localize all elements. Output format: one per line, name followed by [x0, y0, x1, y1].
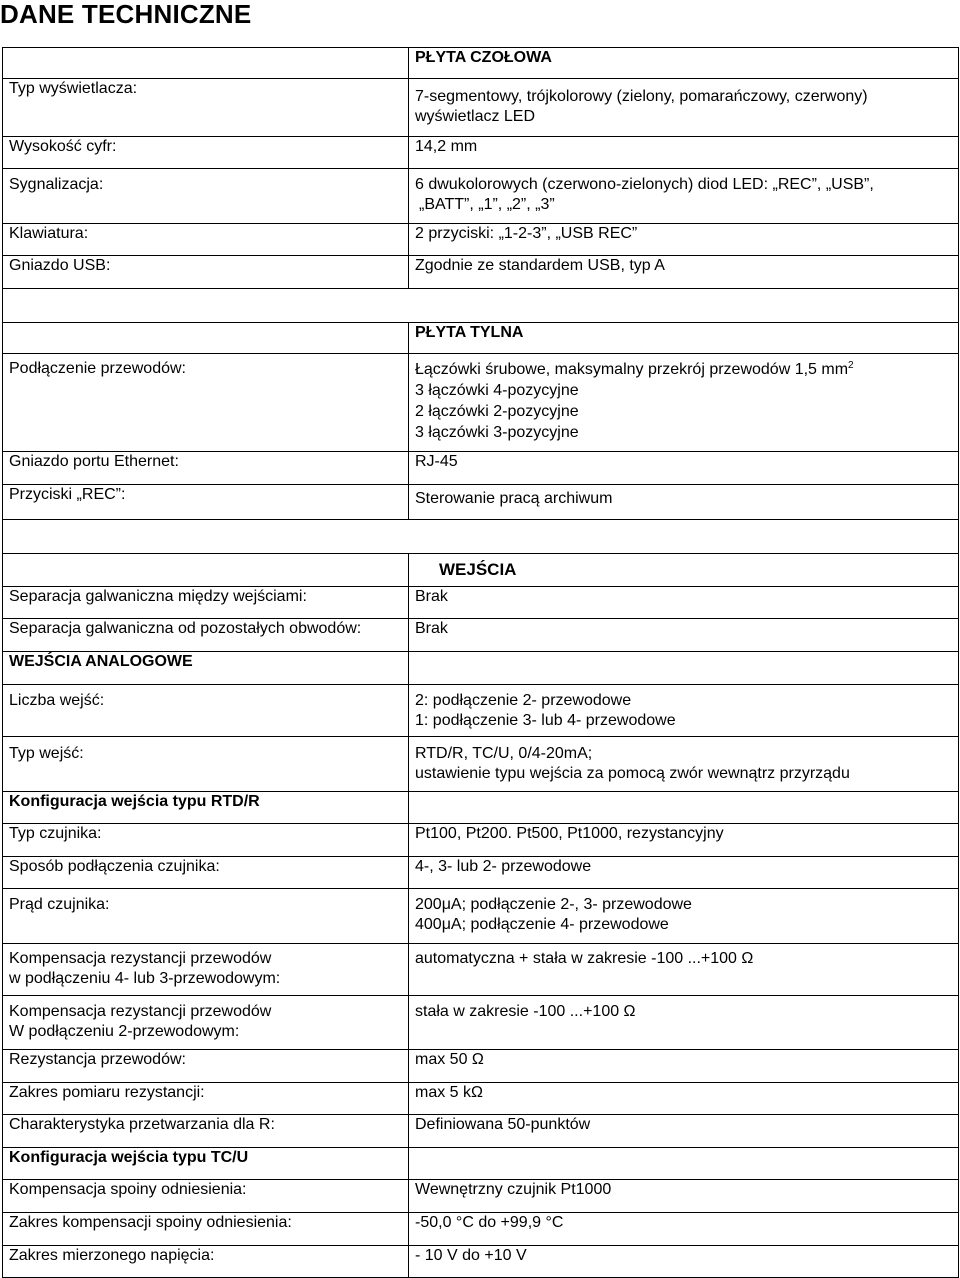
- inputs-heading-row: [3, 554, 959, 587]
- table-row: [3, 79, 959, 137]
- table-row: [3, 944, 959, 996]
- spec-table: [2, 47, 959, 1278]
- tc-heading-row: [3, 1148, 959, 1180]
- table-row: [3, 452, 959, 485]
- row-value: [409, 354, 959, 452]
- row-label: Rezystancja przewodów:: [3, 1050, 409, 1083]
- value-line: 400μA; podłączenie 4- przewodowe: [415, 916, 669, 933]
- table-row: [3, 685, 959, 737]
- row-label: Kompensacja spoiny odniesienia:: [3, 1180, 409, 1213]
- table-row: [3, 169, 959, 224]
- row-label: Typ wejść:: [3, 737, 409, 792]
- row-label: Separacja galwaniczna od pozostałych obwodów:: [3, 619, 409, 652]
- front-heading: PŁYTA CZOŁOWA: [409, 48, 959, 79]
- table-row: [3, 587, 959, 619]
- row-value: Brak: [409, 619, 959, 652]
- row-value: Wewnętrzny czujnik Pt1000: [409, 1180, 959, 1213]
- row-label: Zakres kompensacji spoiny odniesienia:: [3, 1213, 409, 1246]
- label-line: Kompensacja rezystancji przewodów: [9, 1003, 272, 1020]
- table-row: [3, 1083, 959, 1115]
- row-label: [3, 996, 409, 1050]
- spacer-row: [3, 520, 959, 554]
- value-line: 3 łączówki 3-pozycyjne: [415, 424, 579, 441]
- table-row: [3, 485, 959, 520]
- table-row: [3, 996, 959, 1050]
- table-row: [3, 889, 959, 944]
- table-row: [3, 1050, 959, 1083]
- row-value: [409, 889, 959, 944]
- value-line: 3 łączówki 4-pozycyjne: [415, 382, 579, 399]
- value-line: 7-segmentowy, trójkolorowy (zielony, pomarańczowy, czerwony): [415, 88, 868, 105]
- value-line: „BATT”, „1”, „2”, „3”: [419, 196, 555, 213]
- value-line: [415, 359, 952, 380]
- row-label: Gniazdo portu Ethernet:: [3, 452, 409, 485]
- row-value: 14,2 mm: [409, 137, 959, 169]
- value-line: ustawienie typu wejścia za pomocą zwór wewnątrz przyrządu: [415, 765, 850, 782]
- back-heading: PŁYTA TYLNA: [409, 323, 959, 354]
- table-row: [3, 354, 959, 452]
- value-line: RTD/R, TC/U, 0/4-20mA;: [415, 745, 593, 762]
- row-value: -50,0 °C do +99,9 °C: [409, 1213, 959, 1246]
- row-label: Typ wyświetlacza:: [3, 79, 409, 137]
- row-label: Sygnalizacja:: [3, 169, 409, 224]
- table-row: [3, 256, 959, 289]
- table-row: [3, 857, 959, 889]
- table-row: [3, 1115, 959, 1148]
- row-label: Gniazdo USB:: [3, 256, 409, 289]
- row-value: - 10 V do +10 V: [409, 1246, 959, 1278]
- row-label: Podłączenie przewodów:: [3, 354, 409, 452]
- row-value: [409, 79, 959, 137]
- table-row: [3, 824, 959, 857]
- spacer-row: [3, 289, 959, 323]
- row-value: Pt100, Pt200. Pt500, Pt1000, rezystancyjny: [409, 824, 959, 857]
- row-value: Sterowanie pracą archiwum: [409, 485, 959, 520]
- row-value: 2 przyciski: „1-2-3”, „USB REC”: [409, 224, 959, 256]
- row-value: [409, 685, 959, 737]
- row-value: max 5 kΩ: [409, 1083, 959, 1115]
- row-value: Zgodnie ze standardem USB, typ A: [409, 256, 959, 289]
- row-label: Przyciski „REC”:: [3, 485, 409, 520]
- row-value: Brak: [409, 587, 959, 619]
- row-label: Wysokość cyfr:: [3, 137, 409, 169]
- document-title: DANE TECHNICZNE: [0, 0, 252, 29]
- row-value: [409, 169, 959, 224]
- value-line: 6 dwukolorowych (czerwono-zielonych) diod LED: „REC”, „USB”,: [415, 176, 874, 193]
- row-label: Separacja galwaniczna między wejściami:: [3, 587, 409, 619]
- table-row: [3, 137, 959, 169]
- row-value: automatyczna + stała w zakresie -100 ...+100 Ω: [409, 944, 959, 996]
- row-value: RJ-45: [409, 452, 959, 485]
- row-label: Klawiatura:: [3, 224, 409, 256]
- table-row: [3, 1180, 959, 1213]
- row-value: 4-, 3- lub 2- przewodowe: [409, 857, 959, 889]
- rtd-heading-row: [3, 792, 959, 824]
- label-line: W podłączeniu 2-przewodowym:: [9, 1023, 240, 1040]
- row-label: Charakterystyka przetwarzania dla R:: [3, 1115, 409, 1148]
- analog-heading: WEJŚCIA ANALOGOWE: [3, 652, 409, 685]
- row-value: [409, 737, 959, 792]
- row-value: Definiowana 50-punktów: [409, 1115, 959, 1148]
- analog-heading-row: [3, 652, 959, 685]
- value-line: 2 łączówki 2-pozycyjne: [415, 403, 579, 420]
- row-label: Prąd czujnika:: [3, 889, 409, 944]
- front-heading-row: [3, 48, 959, 79]
- row-label: Zakres mierzonego napięcia:: [3, 1246, 409, 1278]
- row-label: Zakres pomiaru rezystancji:: [3, 1083, 409, 1115]
- row-value: max 50 Ω: [409, 1050, 959, 1083]
- label-line: Kompensacja rezystancji przewodów: [9, 950, 272, 967]
- inputs-heading: WEJŚCIA: [409, 554, 959, 587]
- back-heading-row: [3, 323, 959, 354]
- row-label: Sposób podłączenia czujnika:: [3, 857, 409, 889]
- table-row: [3, 1213, 959, 1246]
- value-text: Łączówki śrubowe, maksymalny przekrój przewodów 1,5 mm: [415, 361, 849, 378]
- table-row: [3, 1246, 959, 1278]
- row-label: Typ czujnika:: [3, 824, 409, 857]
- value-line: wyświetlacz LED: [415, 108, 536, 125]
- label-line: w podłączeniu 4- lub 3-przewodowym:: [9, 970, 281, 987]
- table-row: [3, 224, 959, 256]
- tc-heading: Konfiguracja wejścia typu TC/U: [3, 1148, 409, 1180]
- row-value: stała w zakresie -100 ...+100 Ω: [409, 996, 959, 1050]
- table-row: [3, 619, 959, 652]
- superscript: 2: [848, 360, 854, 371]
- value-line: 1: podłączenie 3- lub 4- przewodowe: [415, 712, 676, 729]
- value-line: 200μA; podłączenie 2-, 3- przewodowe: [415, 896, 692, 913]
- rtd-heading: Konfiguracja wejścia typu RTD/R: [3, 792, 409, 824]
- value-line: 2: podłączenie 2- przewodowe: [415, 692, 632, 709]
- row-label: [3, 944, 409, 996]
- row-label: Liczba wejść:: [3, 685, 409, 737]
- table-row: [3, 737, 959, 792]
